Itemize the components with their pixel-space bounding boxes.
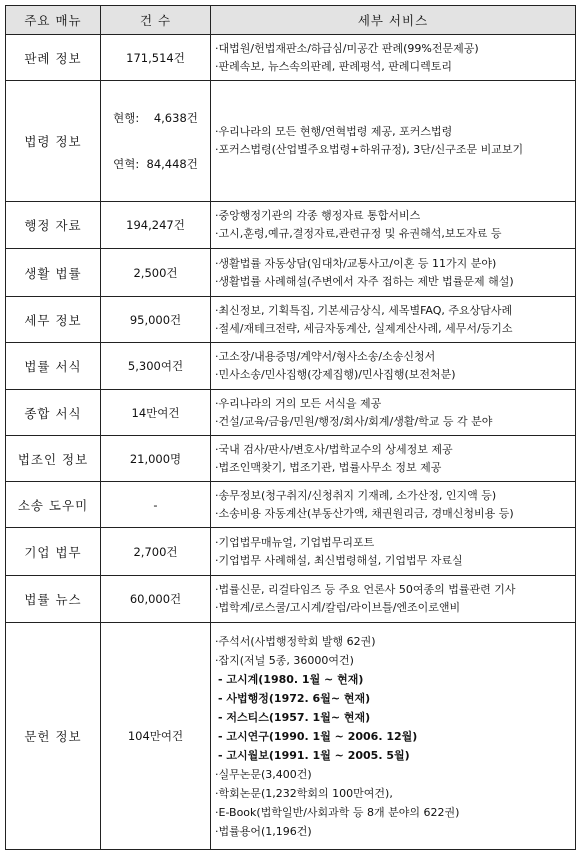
table-row — [6, 436, 576, 482]
detail-line: ·E-Book(법학일반/사회과학 등 8개 분야의 622권) — [215, 805, 460, 819]
detail-line: ·포커스법령(산업별주요법령+하위규정), 3단/신구조문 비교보기 — [215, 143, 524, 156]
journal-line: - 고시연구(1990. 1월 ~ 2006. 12월) — [218, 729, 418, 743]
detail-line: ·판례속보, 뉴스속의판례, 판례평석, 판례디렉토리 — [215, 59, 452, 73]
detail-line: ·대법원/헌법재판소/하급심/미공간 판례(99%전문제공) — [215, 41, 479, 55]
table-row — [6, 249, 576, 297]
row-count — [101, 35, 211, 81]
row-count — [101, 343, 211, 390]
row-category: 소송 도우미 — [6, 482, 101, 528]
detail-line: ·국내 검사/판사/변호사/법학교수의 상세정보 제공 — [215, 442, 453, 456]
row-details — [211, 249, 576, 297]
row-category: 법조인 정보 — [6, 436, 101, 482]
row-count — [101, 482, 211, 528]
detail-line: ·소송비용 자동계산(부동산가액, 채권원리금, 경매신청비용 등) — [215, 506, 514, 520]
count-value: 2,700건 — [133, 544, 178, 559]
row-details — [211, 436, 576, 482]
row-category: 생활 법률 — [6, 249, 101, 297]
detail-line: ·법률용어(1,196건) — [215, 824, 312, 838]
table-row — [6, 35, 576, 81]
detail-line: ·법학계/로스쿨/고시계/칼럼/라이브틀/엔조이로앤비 — [215, 601, 461, 614]
row-count — [101, 576, 211, 623]
count-value: 5,300여건 — [127, 359, 184, 373]
count-value: 104만여건 — [127, 729, 184, 743]
count-value: 연혁: 84,448건 — [113, 157, 198, 171]
row-count — [101, 436, 211, 482]
header-row — [6, 6, 576, 35]
count-value: 14만여건 — [131, 405, 180, 420]
detail-line: ·생활법률 자동상담(임대차/교통사고/이혼 등 11가지 분야) — [215, 256, 497, 270]
detail-line: ·주석서(사법행정학회 발행 62권) — [215, 634, 376, 648]
detail-line: ·최신정보, 기획특집, 기본세금상식, 세목별FAQ, 주요상담사례 — [215, 303, 513, 317]
row-category: 행정 자료 — [6, 202, 101, 249]
detail-line: ·민사소송/민사집행(강제집행)/민사집행(보전처분) — [215, 368, 456, 381]
row-category: 기업 법무 — [6, 528, 101, 576]
table-row — [6, 482, 576, 528]
detail-line: ·잡지(저널 5종, 36000여건) — [215, 653, 354, 667]
count-value: 194,247건 — [126, 218, 185, 232]
header-count: 건 수 — [101, 6, 211, 35]
row-details — [211, 297, 576, 343]
journal-line: - 저스티스(1957. 1월~ 현재) — [218, 710, 371, 724]
table-row — [6, 297, 576, 343]
table-row — [6, 623, 576, 850]
row-category: 법률 서식 — [6, 343, 101, 390]
table-row — [6, 343, 576, 390]
table-row — [6, 81, 576, 202]
detail-line: ·중앙행정기관의 각종 행정자료 통합서비스 — [215, 209, 421, 222]
row-details — [211, 343, 576, 390]
count-value: - — [153, 497, 158, 512]
count-value: 171,514건 — [126, 50, 185, 65]
row-category: 종합 서식 — [6, 390, 101, 436]
journal-line: - 고시월보(1991. 1월 ~ 2005. 5월) — [218, 748, 410, 762]
detail-line: ·송무정보(청구취지/신청취지 기재례, 소가산정, 인지액 등) — [215, 488, 497, 502]
journal-line: - 고시계(1980. 1월 ~ 현재) — [218, 672, 364, 686]
row-category: 판례 정보 — [6, 35, 101, 81]
row-count — [101, 623, 211, 850]
detail-line: ·우리나라의 모든 현행/연혁법령 제공, 포커스법령 — [215, 125, 453, 138]
count-value: 2,500건 — [133, 265, 178, 280]
row-details — [211, 528, 576, 576]
row-details — [211, 35, 576, 81]
row-details — [211, 81, 576, 202]
row-count — [101, 297, 211, 343]
row-details — [211, 623, 576, 850]
row-details — [211, 482, 576, 528]
detail-line: ·실무논문(3,400건) — [215, 767, 312, 781]
row-count — [101, 202, 211, 249]
detail-line: ·기업법무매뉴얼, 기업법무리포트 — [215, 535, 375, 549]
row-count — [101, 249, 211, 297]
count-value: 21,000명 — [129, 451, 182, 466]
count-value: 현행: 4,638건 — [113, 111, 198, 125]
row-category: 문헌 정보 — [6, 623, 101, 850]
table-row — [6, 528, 576, 576]
row-category: 법률 뉴스 — [6, 576, 101, 623]
journal-line: - 사법행정(1972. 6월~ 현재) — [218, 691, 371, 705]
detail-line: ·우리나라의 거의 모든 서식을 제공 — [215, 396, 382, 410]
table-row — [6, 202, 576, 249]
row-details — [211, 576, 576, 623]
detail-line: ·건설/교육/금융/민원/행정/회사/회계/생활/학교 등 각 분야 — [215, 414, 493, 428]
detail-line: ·고시,훈령,예규,결정자료,관련규정 및 유권해석,보도자료 등 — [215, 227, 502, 240]
detail-line: ·고소장/내용증명/계약서/형사소송/소송신청서 — [215, 350, 436, 363]
detail-line: ·법조인맥찾기, 법조기관, 법률사무소 정보 제공 — [215, 460, 442, 474]
detail-line: ·절세/재테크전략, 세금자동계산, 실제계산사례, 세무서/등기소 — [215, 321, 513, 335]
table-row — [6, 576, 576, 623]
service-table — [5, 5, 576, 850]
row-category: 세무 정보 — [6, 297, 101, 343]
row-category: 법령 정보 — [6, 81, 101, 202]
detail-line: ·법률신문, 리걸타임즈 등 주요 언론사 50여종의 법률관련 기사 — [215, 583, 516, 596]
table-row — [6, 390, 576, 436]
row-count — [101, 81, 211, 202]
row-details — [211, 202, 576, 249]
count-value: 60,000건 — [129, 592, 182, 606]
row-count — [101, 528, 211, 576]
detail-line: ·기업법무 사례해설, 최신법령해설, 기업법무 자료실 — [215, 553, 463, 567]
header-details: 세부 서비스 — [211, 6, 576, 35]
row-count — [101, 390, 211, 436]
count-value: 95,000건 — [129, 312, 182, 327]
detail-line: ·생활법률 사례해설(주변에서 자주 접하는 제반 법률문제 해설) — [215, 274, 514, 288]
detail-line: ·학회논문(1,232학회의 100만여건), — [215, 786, 393, 800]
row-details — [211, 390, 576, 436]
header-category: 주요 매뉴 — [6, 6, 101, 35]
